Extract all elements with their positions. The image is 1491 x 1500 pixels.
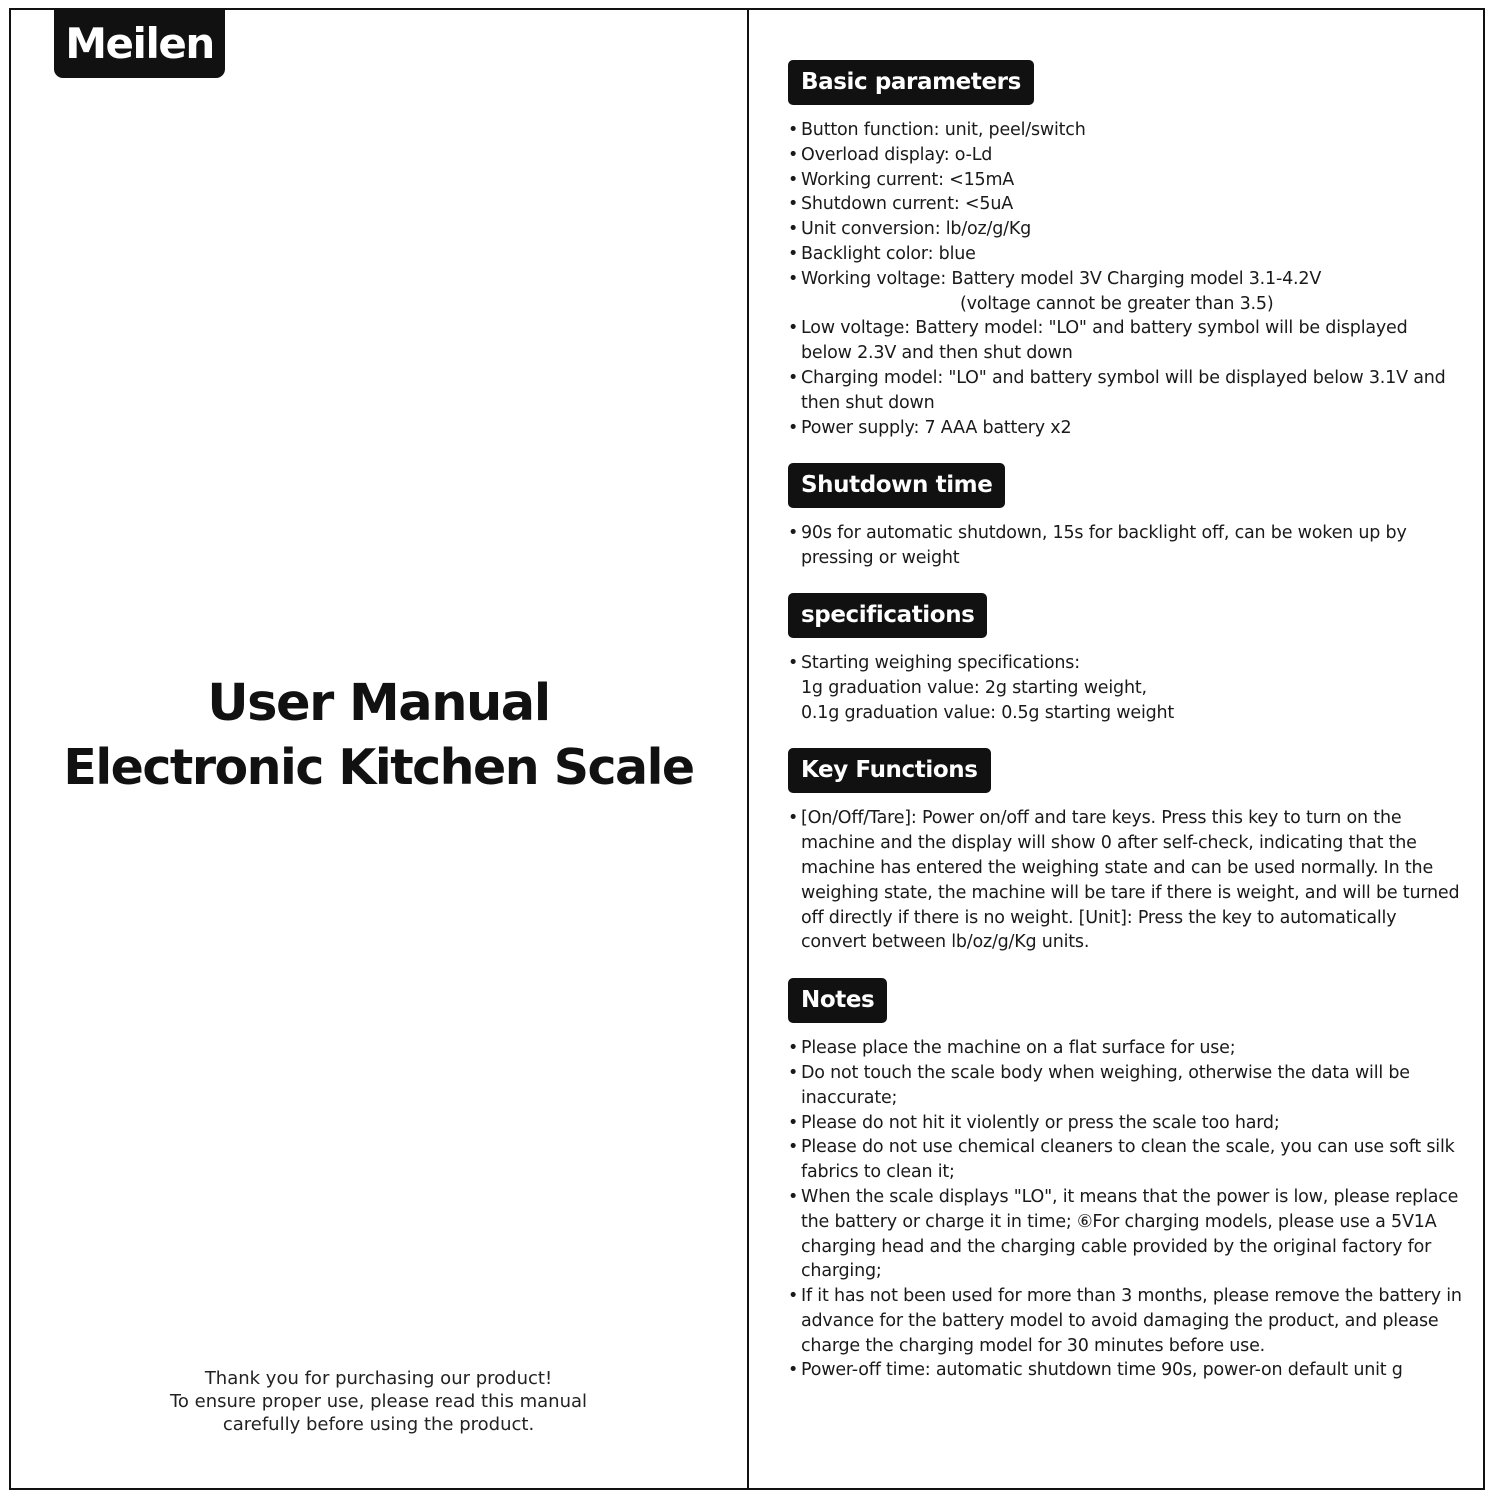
list-item: • Starting weighing specifications: [788, 651, 1463, 676]
list-item-continuation: (voltage cannot be greater than 3.5) [960, 293, 1274, 314]
list-item: • Charging model: "LO" and battery symbol will be displayed below 3.1V and then shut down [788, 366, 1463, 416]
list-item: • Please do not use chemical cleaners to clean the scale, you can use soft silk fabrics to clean it; [788, 1135, 1463, 1185]
section-shutdown-time [788, 463, 1463, 571]
center-divider [747, 8, 749, 1488]
section-notes [788, 978, 1463, 1383]
list-item: • Button function: unit, peel/switch [788, 118, 1463, 143]
list-item: • Please place the machine on a flat surface for use; [788, 1036, 1463, 1061]
section-heading: Basic parameters [788, 60, 1034, 105]
list-item: • Do not touch the scale body when weighing, otherwise the data will be inaccurate; [788, 1061, 1463, 1111]
section-basic-parameters [788, 60, 1463, 440]
section-heading: Shutdown time [788, 463, 1005, 508]
section-heading: specifications [788, 593, 987, 638]
shutdown-list [788, 521, 1463, 571]
list-item: • When the scale displays "LO", it means that the power is low, please replace the battery or charge it in time; ⑥For charging models, please use a 5V1A charging head and the charging cable provided by the original factory for charging; [788, 1185, 1463, 1284]
list-item: • Please do not hit it violently or press the scale too hard; [788, 1111, 1463, 1136]
list-item-continuation: 0.1g graduation value: 0.5g starting weight [801, 702, 1175, 723]
title-product-name: Electronic Kitchen Scale [63, 739, 694, 796]
cover-title [10, 672, 747, 800]
thanks-line: To ensure proper use, please read this manual [169, 1391, 588, 1412]
key-functions-list [788, 806, 1463, 955]
section-heading: Notes [788, 978, 887, 1023]
brand-logo: Meilen [54, 8, 225, 78]
list-item: • Power supply: 7 AAA battery x2 [788, 416, 1463, 441]
section-specifications [788, 593, 1463, 725]
specifications-list [788, 651, 1463, 725]
list-item: • Working voltage: Battery model 3V Charging model 3.1-4.2V [788, 267, 1463, 292]
thanks-line: carefully before using the product. [222, 1414, 535, 1435]
list-item: • Low voltage: Battery model: "LO" and battery symbol will be displayed below 2.3V and then shut down [788, 316, 1463, 366]
list-item: • If it has not been used for more than 3 months, please remove the battery in advance for the battery model to avoid damaging the product, and please charge the charging model for 30 minutes before use. [788, 1284, 1463, 1358]
list-item: • Working current: <15mA [788, 168, 1463, 193]
list-item: • 90s for automatic shutdown, 15s for backlight off, can be woken up by pressing or weight [788, 521, 1463, 571]
parameter-list [788, 118, 1463, 440]
manual-content [788, 60, 1463, 1383]
thank-you-note [10, 1367, 747, 1436]
section-key-functions [788, 748, 1463, 955]
list-item: • Overload display: o-Ld [788, 143, 1463, 168]
section-heading: Key Functions [788, 748, 991, 793]
list-item: • Backlight color: blue [788, 242, 1463, 267]
notes-list [788, 1036, 1463, 1383]
list-item: • [On/Off/Tare]: Power on/off and tare keys. Press this key to turn on the machine and the display will show 0 after self-check, indicating that the machine has entered the weighing state and can be used normally. In the weighing state, the machine will be tare if there is weight, and will be turned off directly if there is no weight. [Unit]: Press the key to automatically convert between lb/oz/g/Kg units. [788, 806, 1463, 955]
list-item-continuation: 1g graduation value: 2g starting weight, [801, 677, 1147, 698]
list-item: • Power-off time: automatic shutdown time 90s, power-on default unit g [788, 1358, 1463, 1383]
thanks-line: Thank you for purchasing our product! [204, 1368, 553, 1389]
list-item: • Unit conversion: lb/oz/g/Kg [788, 217, 1463, 242]
list-item: • Shutdown current: <5uA [788, 192, 1463, 217]
title-user-manual: User Manual [207, 674, 550, 733]
